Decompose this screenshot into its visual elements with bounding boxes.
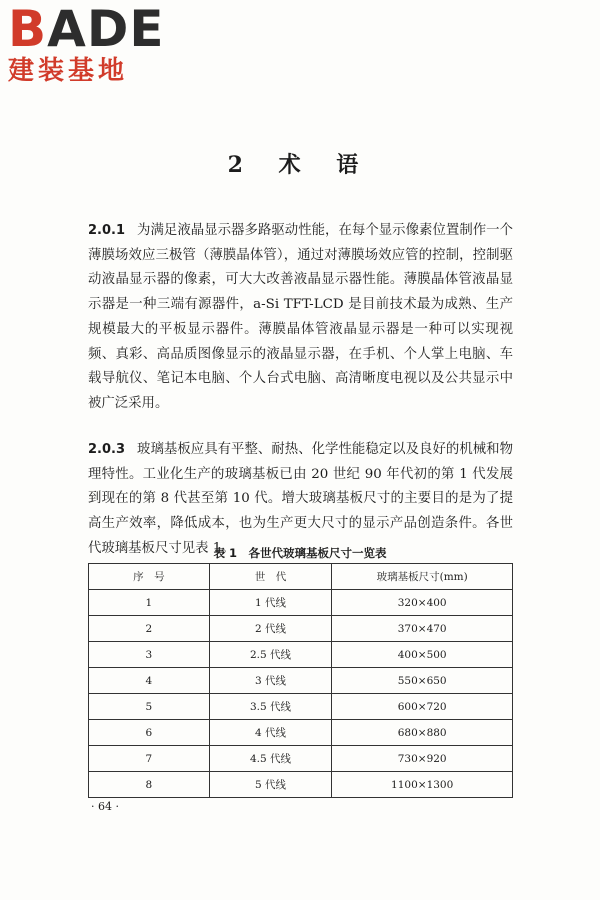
cell-size: 550×650 — [332, 668, 513, 694]
table-row — [89, 590, 513, 616]
cell-generation: 5 代线 — [209, 772, 332, 798]
header-size: 玻璃基板尺寸(mm) — [332, 564, 513, 590]
table-row — [89, 772, 513, 798]
page-number: · 64 · — [91, 800, 119, 813]
cell-size: 1100×1300 — [332, 772, 513, 798]
logo-letters: ADE — [47, 0, 165, 58]
logo-subtitle: 建装基地 — [8, 56, 129, 86]
cell-generation: 4 代线 — [209, 720, 332, 746]
clause-number: 2.0.3 — [88, 442, 126, 457]
table-header-row — [89, 564, 513, 590]
cell-generation: 4.5 代线 — [209, 746, 332, 772]
chapter-title: 2 术 语 — [227, 152, 373, 178]
cell-index: 1 — [89, 590, 210, 616]
cell-index: 5 — [89, 694, 210, 720]
table-row — [89, 642, 513, 668]
cell-generation: 1 代线 — [209, 590, 332, 616]
cell-generation: 2 代线 — [209, 616, 332, 642]
logo-wordmark — [8, 0, 165, 58]
cell-index: 6 — [89, 720, 210, 746]
cell-size: 320×400 — [332, 590, 513, 616]
cell-index: 8 — [89, 772, 210, 798]
cell-index: 2 — [89, 616, 210, 642]
table-row — [89, 694, 513, 720]
cell-index: 4 — [89, 668, 210, 694]
clause-2-0-1 — [88, 219, 513, 417]
cell-size: 600×720 — [332, 694, 513, 720]
clause-text: 为满足液晶显示器多路驱动性能，在每个显示像素位置制作一个薄膜场效应三极管（薄膜晶体管），通过对薄膜场效应管的控制，控制驱动液晶显示器的像素，可大大改善液晶显示器性能。薄膜晶体管液晶显示器是一种三端有源器件，a-Si TFT-LCD 是目前技术最为成熟、生产规模最大的平板显示器件。薄膜晶体管液晶显示器是一种可以实现视频、真彩、高品质图像显示的液晶显示器，在手机、个人掌上电脑、车载导航仪、笔记本电脑、个人台式电脑、高清晰度电视以及公共显示中被广泛采用。 — [88, 223, 513, 411]
cell-generation: 2.5 代线 — [209, 642, 332, 668]
brand-logo — [8, 0, 165, 86]
cell-size: 680×880 — [332, 720, 513, 746]
header-generation: 世 代 — [209, 564, 332, 590]
glass-substrate-table — [88, 563, 513, 798]
table-row — [89, 720, 513, 746]
table-row — [89, 746, 513, 772]
clause-2-0-3 — [88, 438, 513, 562]
clause-text: 玻璃基板应具有平整、耐热、化学性能稳定以及良好的机械和物理特性。工业化生产的玻璃基板已由 20 世纪 90 年代初的第 1 代发展到现在的第 8 代甚至第 10 代。增大玻璃基板尺寸的主要目的是为了提高生产效率，降低成本，也为生产更大尺寸的显示产品创造条件。各世代玻璃基板尺寸见表 1。 — [88, 442, 513, 556]
table-row — [89, 616, 513, 642]
cell-size: 370×470 — [332, 616, 513, 642]
header-index: 序 号 — [89, 564, 210, 590]
cell-size: 400×500 — [332, 642, 513, 668]
cell-generation: 3 代线 — [209, 668, 332, 694]
cell-generation: 3.5 代线 — [209, 694, 332, 720]
table-row — [89, 668, 513, 694]
logo-accent-letter: B — [8, 0, 48, 58]
clause-number: 2.0.1 — [88, 223, 126, 238]
cell-index: 7 — [89, 746, 210, 772]
table-caption: 表 1 各世代玻璃基板尺寸一览表 — [213, 546, 387, 560]
cell-index: 3 — [89, 642, 210, 668]
cell-size: 730×920 — [332, 746, 513, 772]
